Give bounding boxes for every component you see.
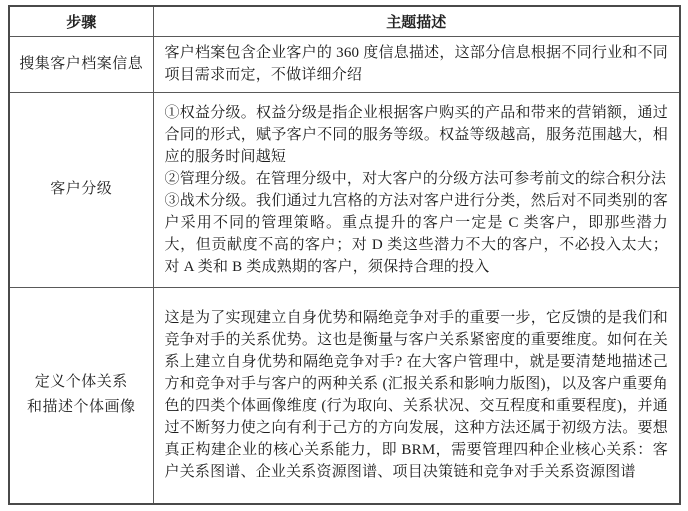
column-header-step: 步骤 — [9, 6, 153, 36]
description-cell — [153, 36, 680, 92]
description-cell — [153, 287, 680, 504]
table-body — [9, 36, 680, 504]
step-cell: 定义个体关系 和描述个体画像 — [9, 287, 153, 504]
step-cell: 客户分级 — [9, 92, 153, 287]
description-cell — [153, 92, 680, 287]
header-row — [9, 6, 680, 36]
description-paragraph: ①权益分级。权益分级是指企业根据客户购买的产品和带来的营销额，通过合同的形式，赋予客户不同的服务等级。权益等级越高，服务范围越大，相应的服务时间越短 — [164, 104, 668, 165]
table-row — [9, 287, 680, 504]
steps-table — [8, 5, 681, 505]
description-paragraph: 客户档案包含企业客户的 360 度信息描述，这部分信息根据不同行业和不同项目需求而定，不做详细介绍 — [164, 45, 668, 83]
description-paragraph: ②管理分级。在管理分级中，对大客户的分级方法可参考前文的综合积分法 — [164, 170, 667, 187]
table-row — [9, 92, 680, 287]
column-header-description: 主题描述 — [153, 6, 680, 36]
description-paragraph: ③战术分级。我们通过九宫格的方法对客户进行分类，然后对不同类别的客户采用不同的管理策略。重点提升的客户一定是 C 类客户，即那些潜力大，但贡献度不高的客户；对 D 类这些潜力不大的客户，不必投入太大；对 A 类和 B 类成熟期的客户，须保持合理的投入 — [164, 192, 668, 275]
description-paragraph: 这是为了实现建立自身优势和隔绝竞争对手的重要一步，它反馈的是我们和竞争对手的关系优势。这也是衡量与客户关系紧密度的重要维度。如何在关系上建立自身优势和隔绝竞争对手? 在大客户管理中，就是要清楚地描述己方和竞争对手与客户的两种关系 (汇报关系和影响力版图)，以及客户重要角色的四类个体画像维度 (行为取向、关系状况、交互程度和重要程度)，并通过不断努力使之向有利于己方的方向发展，这种方法还属于初级方法。要想真正构建企业的核心关系能力，即 BRM，需要管理四种企业核心关系：客户关系图谱、企业关系资源图谱、项目决策链和竞争对手关系资源图谱 — [164, 310, 668, 481]
table-row — [9, 36, 680, 92]
step-cell: 搜集客户档案信息 — [9, 36, 153, 92]
table-header — [9, 6, 680, 36]
